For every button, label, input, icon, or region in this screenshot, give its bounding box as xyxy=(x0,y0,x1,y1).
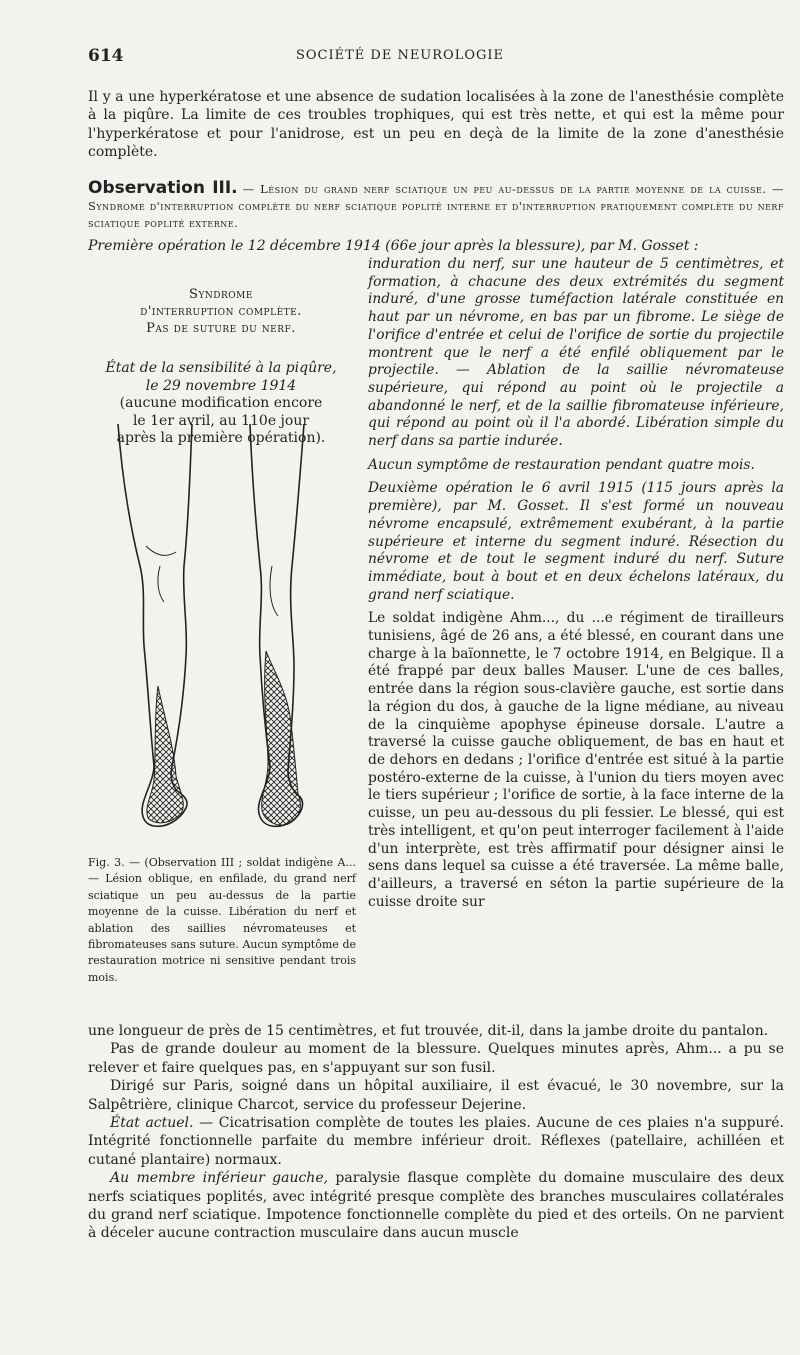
paragraph: Pas de grande douleur au moment de la blessure. Quelques minutes après, Ahm... a pu se relever et faire quelques pas, en s'appuyant sur son fusil. xyxy=(88,1041,784,1076)
etat-line: le 29 novembre 1914 xyxy=(145,377,297,394)
syndrome-title-line: Syndrome xyxy=(189,287,253,302)
paragraph: Deuxième opération le 6 avril 1915 (115 jours après la première), par M. Gosset. Il s'est formé un nouveau névrome encapsulé, extrêmement exubérant, à la partie supérieure et interne du segment induré. Résection du névrome et de tout le segment induré du nerf. Suture immédiate, bout à bout et en deux échelons latéraux, du grand nerf sciatique. xyxy=(368,480,784,603)
syndrome-title xyxy=(96,286,346,337)
observation-heading: Observation III. xyxy=(88,178,238,198)
etat-line: le 1er avril, au 110e jour xyxy=(132,412,310,429)
paragraph: Dirigé sur Paris, soigné dans un hôpital auxiliaire, il est évacué, le 30 novembre, sur la Salpêtrière, clinique Charcot, service du professeur Dejerine. xyxy=(88,1078,784,1113)
first-operation-lead: Première opération le 12 décembre 1914 (66e jour après la blessure), par M. Gosset : xyxy=(88,238,699,254)
paragraph: une longueur de près de 15 centimètres, et fut trouvée, dit-il, dans la jambe droite du pantalon. xyxy=(88,1023,769,1039)
legs-anesthesia-figure xyxy=(100,416,340,834)
syndrome-title-line: Pas de suture du nerf. xyxy=(146,321,296,336)
paragraph xyxy=(88,1169,784,1243)
page-number: 614 xyxy=(88,46,124,66)
paragraph xyxy=(88,1114,784,1169)
right-column-text xyxy=(368,256,784,917)
full-width-text xyxy=(88,1022,784,1243)
paragraph: Le soldat indigène Ahm..., du ...e régiment de tirailleurs tunisiens, âgé de 26 ans, a été blessé, en courant dans une charge à la baïonnette, le 7 octobre 1914, en Belgique. Il a été frappé par deux balles Mauser. L'une de ces balles, entrée dans la région sous-clavière gauche, est sortie dans la région du dos, à gauche de la ligne médiane, au niveau de la cinquième apophyse épineuse dorsale. L'autre a traversé la cuisse gauche obliquement, de bas en haut et de dehors en dedans ; l'orifice d'entrée est situé à la partie postéro-externe de la cuisse, à l'union du tiers moyen avec le tiers supérieur ; l'orifice de sortie, à la face interne de la cuisse, un peu au-dessous du pli fessier. Le blessé, qui est très intelligent, et qu'on peut interroger facilement à l'aide d'un interprète, est très affirmatif pour désigner ainsi le sens dans lequel sa cuisse a été traversée. La même balle, d'ailleurs, a traversé en séton la partie supérieure de la cuisse droite sur xyxy=(368,610,784,910)
paragraph-lead: Au membre inférieur gauche, xyxy=(110,1170,329,1187)
paragraph-body: paralysie flasque complète du domaine musculaire des deux nerfs sciatiques poplités, avec intégrité presque complète des branches musculaires collatérales du grand nerf sciatique. Impotence fonctionnelle complète du pied et des orteils. On ne parvient à déceler aucune contraction musculaire dans aucun muscle xyxy=(88,1170,784,1242)
running-title: SOCIÉTÉ DE NEUROLOGIE xyxy=(295,48,505,63)
intro-paragraph: Il y a une hyperkératose et une absence de sudation localisées à la zone de l'anesthésie complète à la piqûre. La limite de ces troubles trophiques, qui est très nette, et qui est la même pour l'hyperkératose et pour l'anidrose, est un peu en deçà de la limite de la zone d'anesthésie complète. xyxy=(88,89,784,160)
figure-caption: Fig. 3. — (Observation III ; soldat indigène A... — Lésion oblique, en enfilade, du grand nerf sciatique un peu au-dessus de la partie moyenne de la cuisse. Libération du nerf et ablation des saillies névromateuses et fibromateuses sans suture. Aucun symptôme de restauration motrice ni sensitive pendant trois mois. xyxy=(88,856,356,984)
paragraph: induration du nerf, sur une hauteur de 5 centimètres, et formation, à chacune des deux extrémités du segment induré, d'une grosse tuméfaction latérale constituée en haut par un névrome, en bas par un fibrome. Le siège de l'orifice d'entrée et celui de l'orifice de sortie du projectile montrent que le nerf a été enfilé obliquement par le projectile. — Ablation de la saillie névromateuse supérieure, qui répond au point où le projectile a abandonné le nerf, et de la saillie fibromateuse inférieure, qui répond au point où il l'a abordé. Libération simple du nerf dans sa partie indurée. xyxy=(368,256,784,450)
paragraph-lead: État actuel. xyxy=(110,1115,194,1132)
etat-line: État de la sensibilité à la piqûre, xyxy=(105,360,337,376)
paragraph: Aucun symptôme de restauration pendant quatre mois. xyxy=(368,456,755,473)
page-header xyxy=(88,46,712,68)
paragraph-body: — Cicatrisation complète de toutes les plaies. Aucune de ces plaies n'a suppuré. Intégrité fonctionnelle parfaite du membre inférieur droit. Réflexes (patellaire, achilléen et cutané plantaire) normaux. xyxy=(88,1115,784,1168)
observation-subheading: — Lésion du grand nerf sciatique un peu au-dessus de la partie moyenne de la cuisse. — Syndrome d'interruption complète du nerf sciatique poplité interne et d'interruption pratiquement complète du nerf sciatique poplité externe. xyxy=(88,182,784,230)
etat-line: (aucune modification encore xyxy=(119,395,323,411)
etat-line: après la première opération). xyxy=(116,430,326,446)
syndrome-title-line: d'interruption complète. xyxy=(140,304,302,319)
observation-heading-block xyxy=(88,180,784,232)
